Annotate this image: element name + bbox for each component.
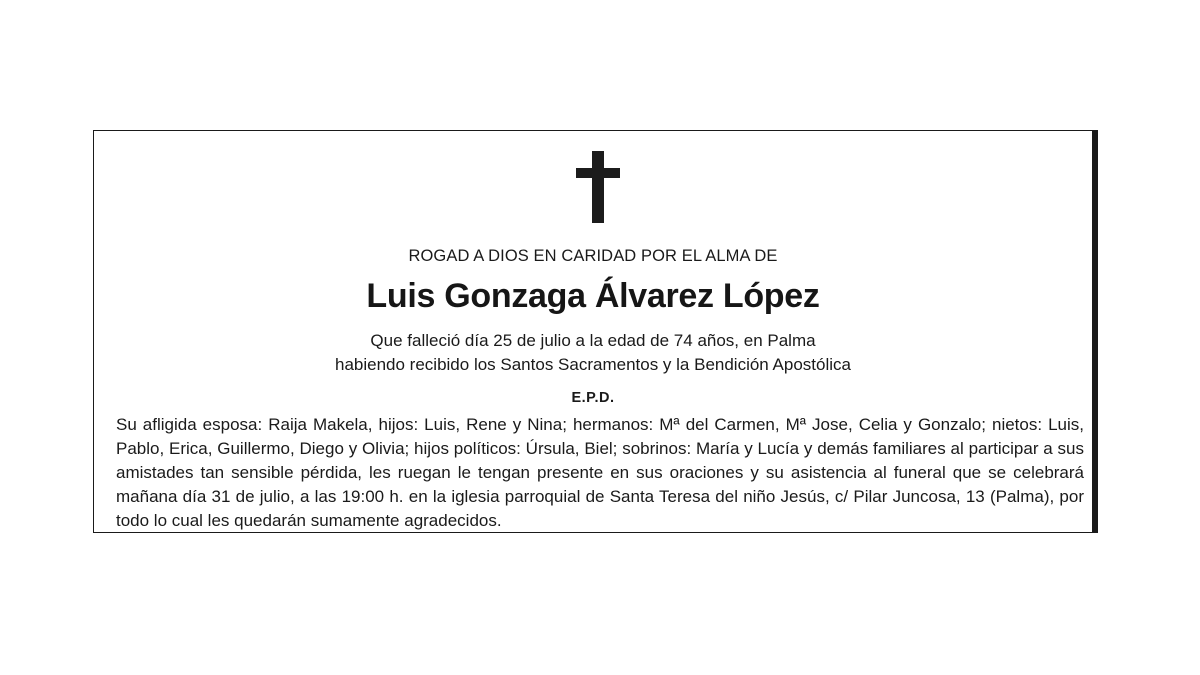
intro-line: ROGAD A DIOS EN CARIDAD POR EL ALMA DE xyxy=(408,247,778,265)
death-details-line-2: habiendo recibido los Santos Sacramentos y la Bendición Apostólica xyxy=(335,355,851,374)
family-message: Su afligida esposa: Raija Makela, hijos: Luis, Rene y Nina; hermanos: Mª del Carmen, Mª Jose, Celia y Gonzalo; nietos: Luis, Pablo, Erica, Guillermo, Diego y Olivia; hijos políticos: Úrsula, Biel; sobrinos: María y Lucía y demás familiares al participar a sus amistades tan sensible pérdida, les ruegan le tengan presente en sus oraciones y su asistencia al funeral que se celebrará mañana día 31 de julio, a las 19:00 h. en la iglesia parroquial de Santa Teresa del niño Jesús, c/ Pilar Juncosa, 13 (Palma), por todo lo cual les quedarán sumamente agradecidos. xyxy=(116,415,1084,530)
deceased-name: Luis Gonzaga Álvarez López xyxy=(366,277,820,315)
death-details-line-1: Que falleció día 25 de julio a la edad de 74 años, en Palma xyxy=(370,331,816,350)
epd-label: E.P.D. xyxy=(571,390,615,406)
obituary-notice xyxy=(93,130,1098,533)
latin-cross-icon xyxy=(576,151,620,223)
